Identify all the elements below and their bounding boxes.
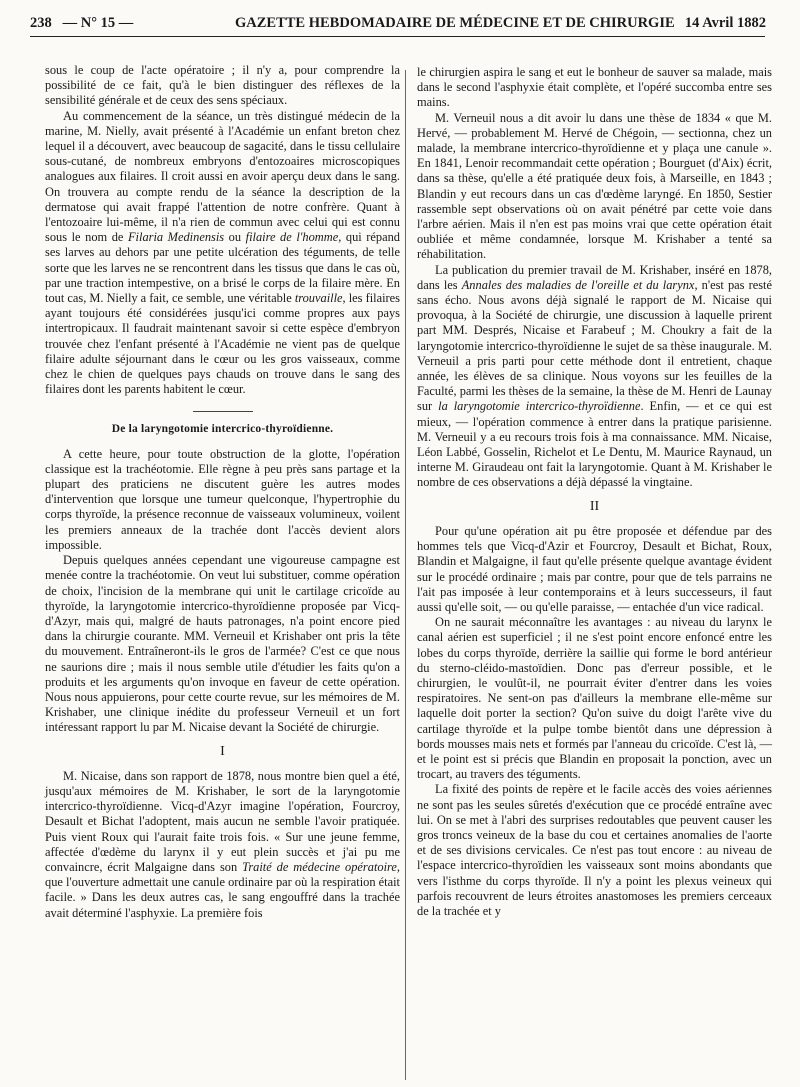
page-number: 238 xyxy=(30,15,52,31)
paragraph-krishaber: La publication du premier travail de M. Krishaber, inséré en 1878, dans les Annales des maladies de l'oreille et du larynx, n'est pas resté sans écho. Nous avons déjà signalé le rapport de M. Nicaise qui provoqua, à la Société de chirurgie, une discussion à laquelle prirent part MM. Després, Nicaise et Farabeuf ; M. Choukry a fait de la laryngotomie intercrico-thyroïdienne le sujet de sa thèse inaugurale. M. Verneuil a pris parti pour cette méthode dont il entretient, chaque année, les élèves de sa clinique. Nous voyons sur les feuilles de la Faculté, parmi les thèses de la semaine, la thèse de M. Henri de Launay sur la laryngotomie intercrico-thyroïdienne. Enfin, — et ce qui est mieux, — l'opération commence à entrer dans la pratique parisienne. M. Verneuil y a eu recours trois fois à ma connaissance. MM. Nicaise, Léon Labbé, Gosselin, Richelot et Le Dentu, M. Maurice Raynaud, un interne M. Giraudeau ont fait la laryngotomie. Quant à M. Krishaber le nombre de ces observations a déjà dépassé la vingtaine. xyxy=(417,262,773,490)
paragraph-nicaise: M. Nicaise, dans son rapport de 1878, nous montre bien quel a été, jusqu'aux mémoires de M. Krishaber, le sort de la laryngotomie intercrico-thyroïdienne. Vicq-d'Azyr imagine l'opération, Fourcroy, Desault et Bichat l'adoptent, mais aucun ne semble l'avoir pratiquée. Puis vient Roux qui l'aurait faite trois fois. « Sur une jeune femme, affectée d'œdème du larynx il y eut plein succès et j'ai pu me convaincre, écrit Malgaigne dans son Traité de médecine opératoire, que l'ouverture admettait une canule ordinaire par où la respiration était facile. » Dans les deux autres cas, le sang engouffré dans la trachée avait déterminé l'asphyxie. La première fois xyxy=(45,768,400,920)
journal-title: GAZETTE HEBDOMADAIRE DE MÉDECINE ET DE CHIRURGIE xyxy=(235,15,675,31)
paragraph: Depuis quelques années cependant une vigoureuse campagne est menée contre la trachéotomie. On veut lui substituer, comme opération de choix, l'incision de la membrane qui unit le cartilage cricoïde au thyroïde, la laryngotomie intercrico-thyroïdienne proposée par Vicq-d'Azyr, mais qui, malgré de hauts patronages, n'a point encore pied dans la chirurgie courante. MM. Verneuil et Krishaber ont pris la tête du mouvement. Entraîneront-ils le gros de l'armée? C'est ce que nous ne saurions dire ; mais il nous semble utile d'étudier les faits qu'on a produits et les arguments qu'on invoque en faveur de cette opération. Nous nous appuierons, pour cette courte revue, sur les mémoires de M. Krishaber, une clinique inédite du professeur Verneuil et un fort intéressant rapport lu par M. Nicaise devant la Société de chirurgie. xyxy=(45,553,400,735)
section-number: II xyxy=(589,498,600,514)
paragraph: On ne saurait méconnaître les avantages : au niveau du larynx le canal aérien est superficiel ; il ne s'est point encore enfoncé entre les lobes du corps thyroïde, derrière la saillie qui forme le bord antérieur du sterno-cléido-mastoïdien. Donc pas d'erreur possible, et le chirurgien, le voulût-il, ne pourrait éviter d'entrer dans les voies respiratoires. Ne sent-on pas d'ailleurs la membrane elle-même sur laquelle doit porter la section? Qu'on suive du doigt l'arête vive du cartilage thyroïde et la pulpe tombe bientôt dans une dépression à bords mousses mais nets et formés par l'anneau du cricoïde. C'est là, — et le point est si précis que Blandin en proposait la ponction, avec un trocart, au travers des téguments. xyxy=(417,615,772,782)
header-rule xyxy=(30,36,765,37)
page-and-issue xyxy=(30,15,133,32)
running-header xyxy=(30,13,766,37)
section-number: I xyxy=(220,743,225,759)
paragraph: le chirurgien aspira le sang et eut le bonheur de sauver sa malade, mais dans le second l'asphyxie était complète, et l'opéré succomba entre ses mains. xyxy=(417,65,772,110)
paragraph: La fixité des points de repère et le facile accès des voies aériennes ne sont pas les seules sûretés d'exécution que ce procédé entraîne avec lui. On se met à l'abri des surprises redoutables que peuvent causer les gros troncs veineux de la base du cou et certaines anomalies de l'aorte et de ses divisions cervicales. Ce n'est pas tout encore : au niveau de l'espace intercrico-thyroïdien les vaisseaux sont moins abondants que vers l'isthme du corps thyroïde. Il n'y a point les plexus veineux qui parfois recouvrent de leurs étroites anastomoses les premiers cerceaux de la trachée et y xyxy=(417,782,772,918)
paragraph: Pour qu'une opération ait pu être proposée et défendue par des hommes tels que Vicq-d'Azir et Fourcroy, Desault et Bichat, Roux, Blandin et Malgaigne, il faut qu'elle présente quelque avantage évident sur le procédé ordinaire ; mais par contre, pour que de tels parrains ne l'ait pas imposée à leur contemporains et à leurs successeurs, il faut aussi qu'elle soit, — ou qu'elle paraisse, — entachée d'un vice radical. xyxy=(417,523,772,614)
paragraph: M. Verneuil nous a dit avoir lu dans une thèse de 1834 « que M. Hervé, — probablement M. Hervé de Chégoin, — sectionna, chez un malade, la membrane intercrico-thyroïdienne et y plaça une canule ». En 1841, Lenoir recommandait cette opération ; Bourguet (d'Aix) écrit, dans sa thèse, qu'elle a été pratiquée deux fois, à Marseille, en 1843 ; Blandin y eut recours dans un cas d'œdème laryngé. En 1850, Sestier rassemble sept observations où on avait pénétré par cette voie dans l'arbre aérien. Mais il n'en est pas moins vrai que cette opération était oubliée et même condamnée, lorsque M. Krishaber a tenté sa réhabilitation. xyxy=(417,110,772,262)
column-divider xyxy=(405,70,406,1080)
section-separator xyxy=(193,411,253,412)
section-title: De la laryngotomie intercrico-thyroïdienne. xyxy=(111,423,334,436)
left-column xyxy=(45,63,400,921)
paragraph: sous le coup de l'acte opératoire ; il n'y a, pour comprendre la possibilité de ce fait, qu'à le bien distinguer des réflexes de la sensibilité générale et de ceux des sens spéciaux. xyxy=(45,63,400,108)
right-column xyxy=(417,65,772,919)
issue-date: 14 Avril 1882 xyxy=(684,15,766,31)
paragraph: A cette heure, pour toute obstruction de la glotte, l'opération classique est la trachéotomie. Elle règne à peu près sans partage et la plupart des praticiens ne discutent guère les autres modes d'intervention que lorsque une tumeur quelconque, l'hypertrophie du corps thyroïde, la présence reconnue de vaisseaux volumineux, voilent les premiers anneaux de la trachée dont l'accès devient alors impossible. xyxy=(45,446,400,552)
issue-number: — N° 15 — xyxy=(62,15,134,31)
paragraph-filaria: Au commencement de la séance, un très distingué médecin de la marine, M. Nielly, avait présenté à l'Académie un enfant breton chez lequel il a découvert, avec beaucoup de sagacité, dans le tissu cellulaire sous-cutané, de nombreux embryons d'entozoaires microscopiques analogues aux filaires. Il croit aussi en avoir aperçu deux dans le sang. On trouvera au compte rendu de la séance la description de la dermatose qui avait frappé l'attention de notre confrère. Quant à l'entozoaire lui-même, il n'a rien de commun avec celui qui est connu sous le nom de Filaria Medinensis ou filaire de l'homme, qui répand ses larves au dehors par une petite ulcération des téguments, de telle sorte que les larves ne se rencontrent dans les tissus que dans le cas où, par une traction intempestive, on a brisé le corps de la filaire mère. En tout cas, M. Nielly a fait, ce semble, une véritable trouvaille, les filaires ayant toujours été considérées jusqu'ici comme propres aux pays intertropicaux. Il faudrait maintenant savoir si cette espèce d'embryon trouvée chez l'enfant présenté à l'Académie ne vient pas de quelque filaire adulte séjournant dans le cœur ou les gros vaisseaux, comme chez le chien de quelques pays chauds on trouve dans le sang des filaires dont les parents habitent le cœur. xyxy=(45,108,400,397)
